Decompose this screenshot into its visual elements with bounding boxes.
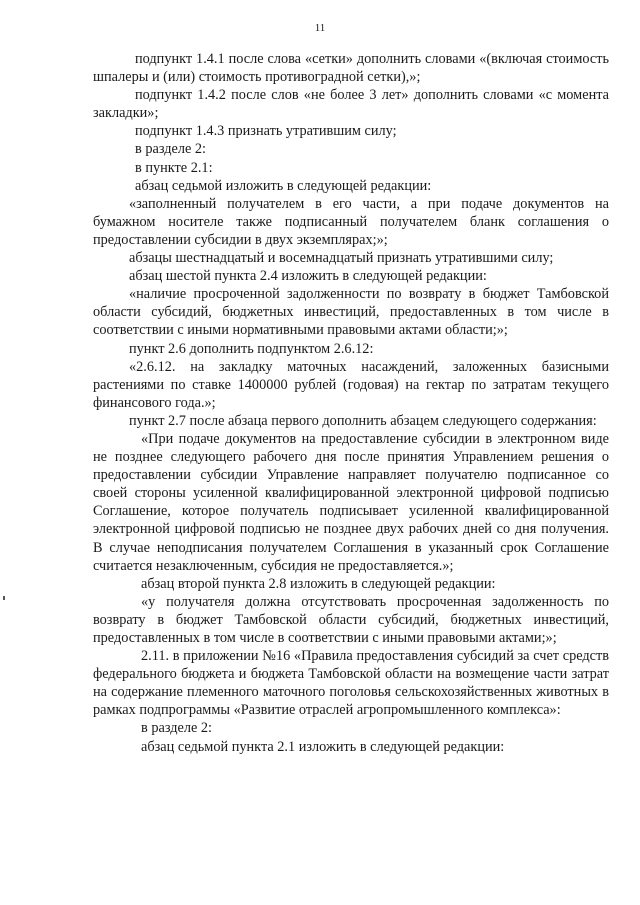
paragraph: подпункт 1.4.2 после слов «не более 3 лет» дополнить словами «с момента закладки»; bbox=[93, 87, 609, 122]
margin-mark bbox=[3, 596, 5, 600]
paragraph: абзацы шестнадцатый и восемнадцатый признать утратившими силу; bbox=[129, 250, 554, 267]
paragraph: «При подаче документов на предоставление субсидии в электронном виде не позднее следующего рабочего дня после принятия Управлением решения о предоставлении субсидии Управление направляет получателю подписанное со своей стороны усиленной квалифицированной электронной цифровой подписью Соглашение, которое получатель подписывает усиленной квалифицированной электронной цифровой подписью не позднее двух рабочих дней со дня получения. В случае неподписания получателем Соглашения в указанный срок Соглашение считается незаключенным, субсидия не предоставляется.»; bbox=[93, 430, 609, 574]
paragraph: подпункт 1.4.3 признать утратившим силу; bbox=[135, 123, 397, 140]
paragraph: абзац шестой пункта 2.4 изложить в следующей редакции: bbox=[129, 268, 487, 285]
paragraph: абзац седьмой пункта 2.1 изложить в следующей редакции: bbox=[141, 738, 505, 755]
paragraph: в разделе 2: bbox=[135, 141, 207, 158]
page-number: 11 bbox=[314, 22, 326, 34]
paragraph: в пункте 2.1: bbox=[135, 159, 213, 176]
paragraph: «2.6.12. на закладку маточных насаждений, заложенных базисными растениями по ставке 1400000 рублей (годовая) на гектар по затратам текущего финансового года.»; bbox=[93, 358, 609, 411]
paragraph: абзац второй пункта 2.8 изложить в следующей редакции: bbox=[141, 575, 496, 592]
paragraph: абзац седьмой изложить в следующей редакции: bbox=[135, 177, 432, 194]
document-body bbox=[93, 50, 609, 756]
paragraph: «заполненный получателем в его части, а при подаче документов на бумажном носителе также подписанный получателем бланк соглашения о предоставлении субсидии в двух экземплярах;»; bbox=[93, 195, 609, 248]
paragraph: пункт 2.6 дополнить подпунктом 2.6.12: bbox=[129, 340, 374, 357]
paragraph: подпункт 1.4.1 после слова «сетки» дополнить словами «(включая стоимость шпалеры и (или) стоимость противоградной сетки),»; bbox=[93, 51, 609, 86]
paragraph: пункт 2.7 после абзаца первого дополнить абзацем следующего содержания: bbox=[129, 412, 597, 429]
paragraph: в разделе 2: bbox=[141, 720, 213, 737]
paragraph: «у получателя должна отсутствовать просроченная задолженность по возврату в бюджет Тамбовской области субсидий, бюджетных инвестиций, предоставленных в том числе в соответствии с иными правовыми актами;»; bbox=[93, 593, 609, 646]
paragraph: 2.11. в приложении №16 «Правила предоставления субсидий за счет средств федерального бюджета и бюджета Тамбовской области на возмещение части затрат на содержание племенного маточного поголовья сельскохозяйственных животных в рамках подпрограммы «Развитие отраслей агропромышленного комплекса»: bbox=[93, 648, 609, 719]
paragraph: «наличие просроченной задолженности по возврату в бюджет Тамбовской области субсидий, бюджетных инвестиций, предоставленных в том числе в соответствии с иными нормативными правовыми актами области;»; bbox=[93, 286, 609, 339]
